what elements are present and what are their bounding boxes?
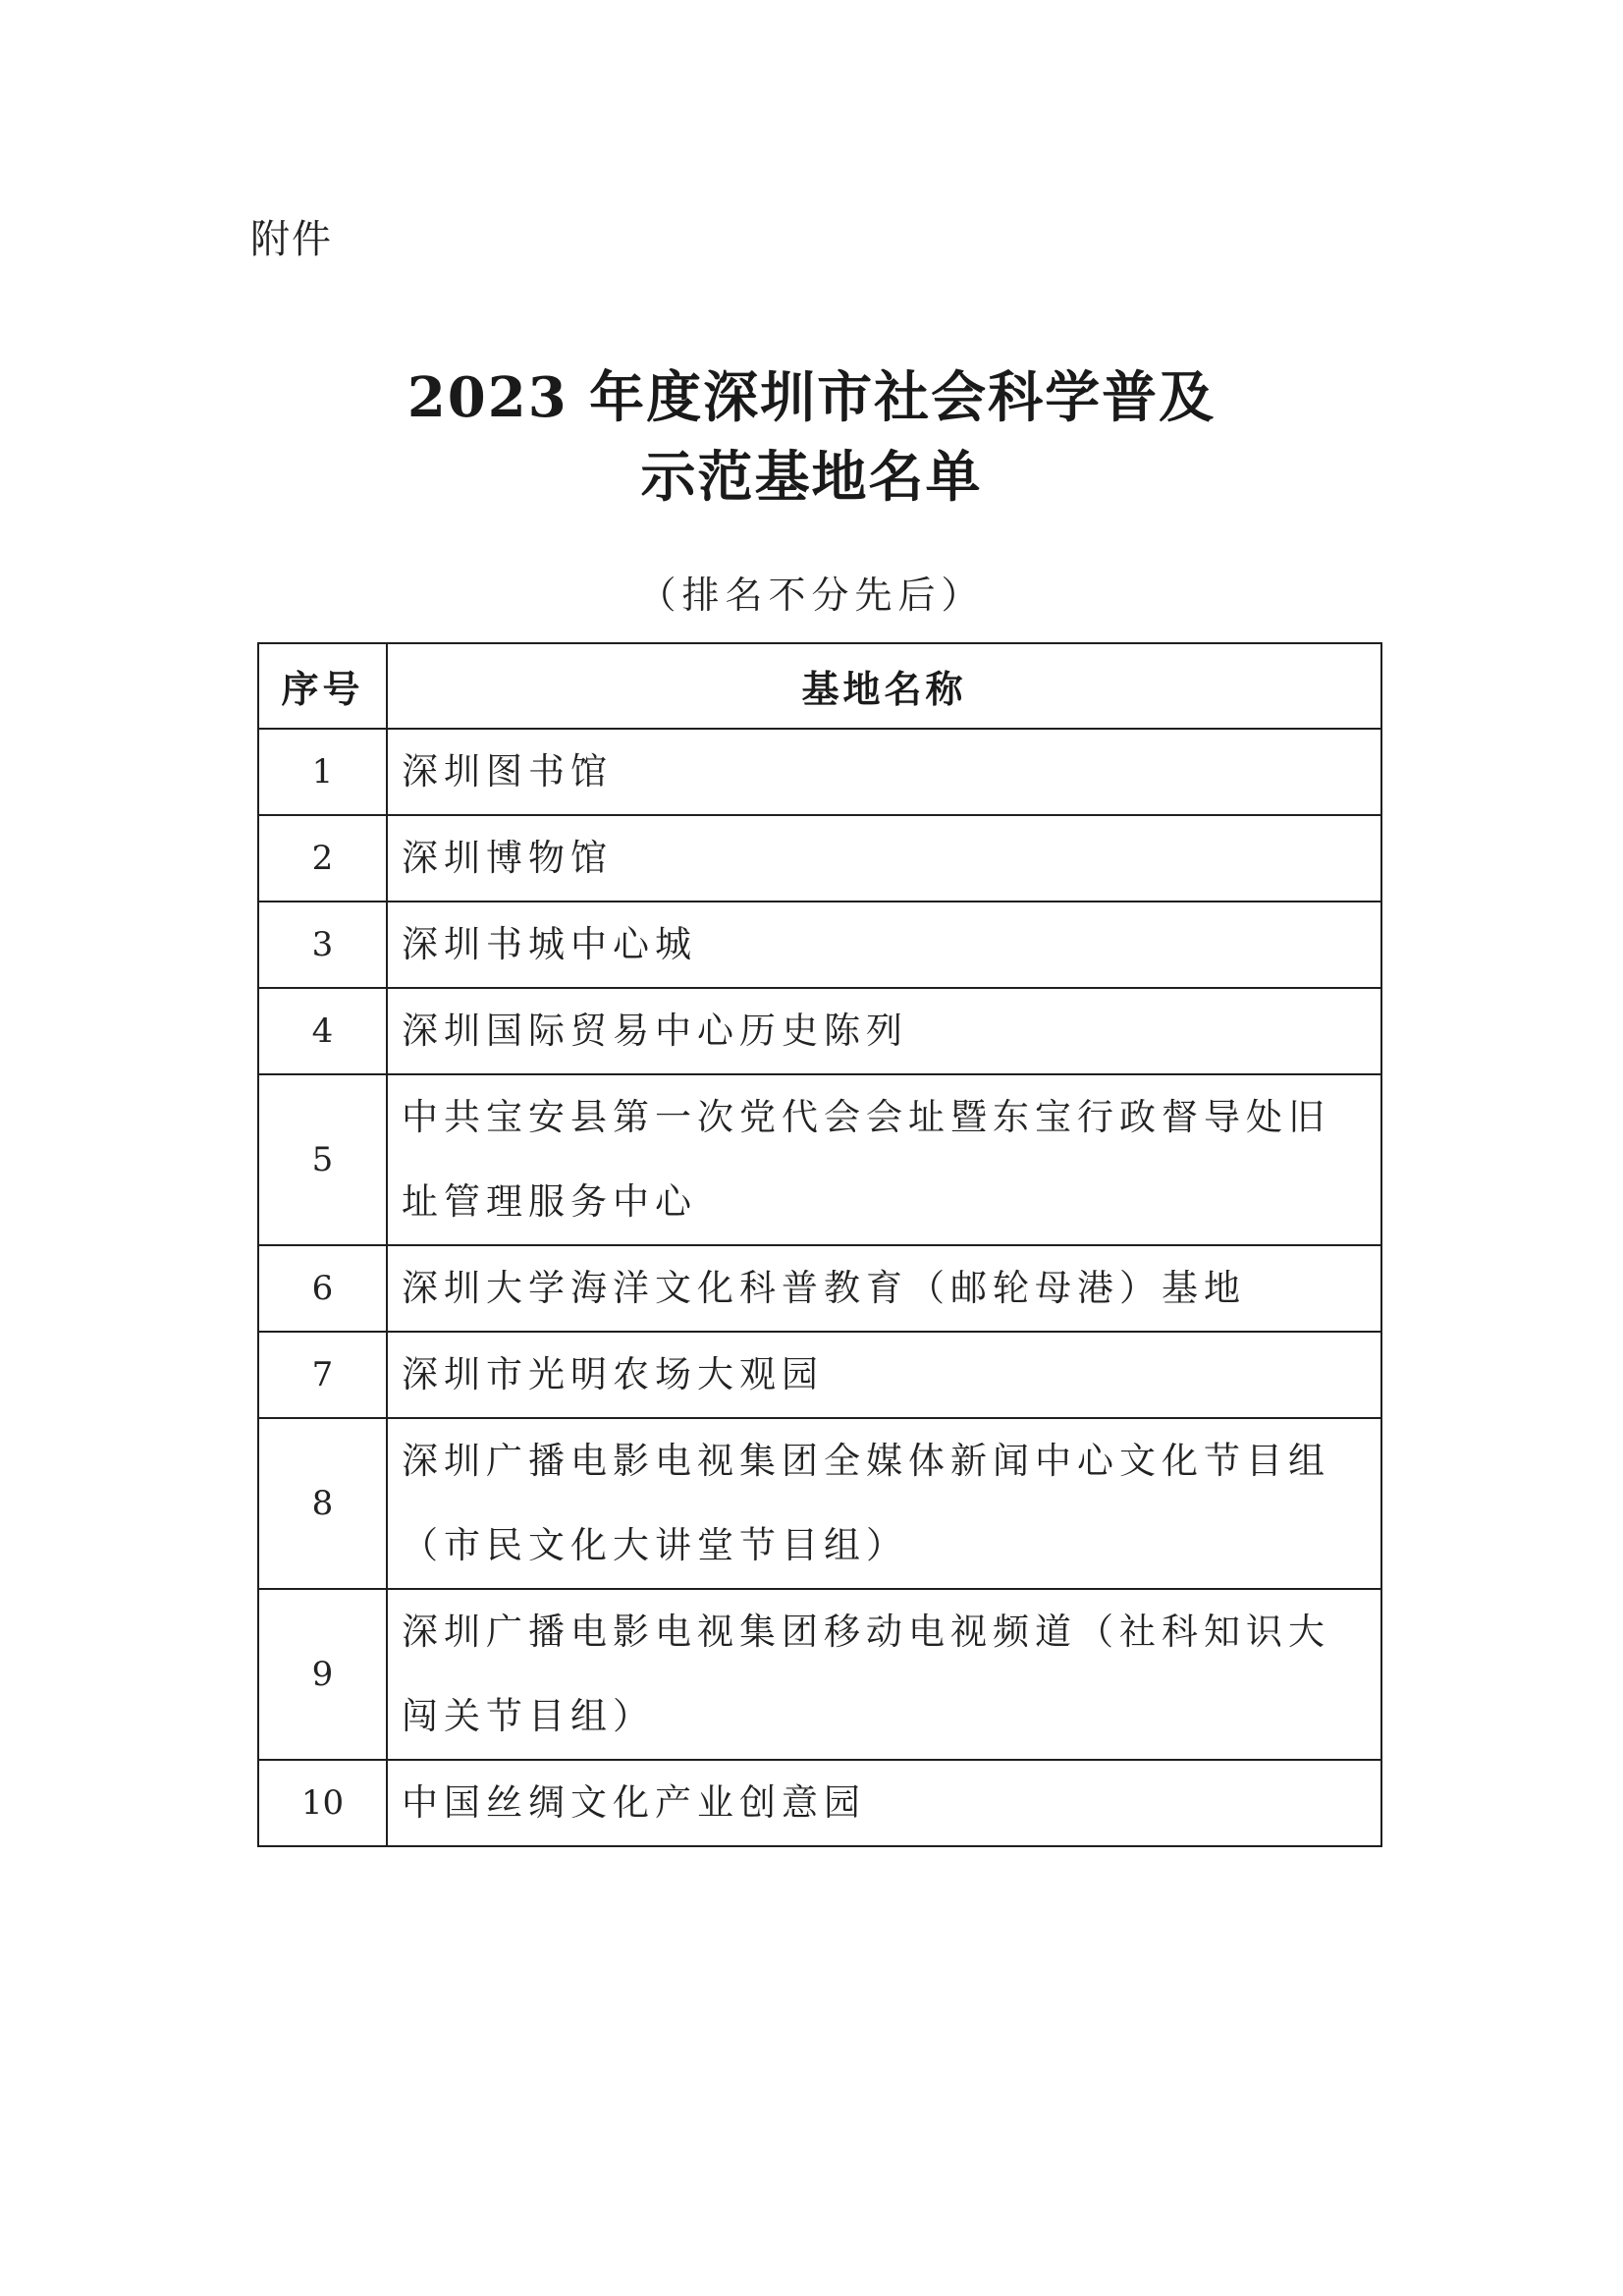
attachment-label: 附件 [250,217,333,262]
row-serial-number: 7 [258,1332,387,1418]
row-serial-number: 2 [258,815,387,902]
row-base-name: 深圳大学海洋文化科普教育（邮轮母港）基地 [387,1245,1381,1332]
row-serial-number: 1 [258,729,387,815]
document-title-line-1: 2023 年度深圳市社会科学普及 [406,365,1217,430]
row-base-name: 中共宝安县第一次党代会会址暨东宝行政督导处旧址管理服务中心 [387,1074,1381,1245]
table-row [258,1074,1381,1245]
row-base-name: 深圳市光明农场大观园 [387,1332,1381,1418]
table-row [258,1589,1381,1760]
table-row [258,1418,1381,1589]
base-list-table [257,642,1382,1847]
row-serial-number: 4 [258,988,387,1074]
row-base-name: 深圳国际贸易中心历史陈列 [387,988,1381,1074]
row-base-name: 深圳博物馆 [387,815,1381,902]
row-base-name: 深圳书城中心城 [387,902,1381,988]
header-base-name: 基地名称 [387,643,1381,729]
document-title-line-2: 示范基地名单 [640,445,983,510]
table-row [258,1245,1381,1332]
row-base-name: 中国丝绸文化产业创意园 [387,1760,1381,1846]
row-serial-number: 8 [258,1418,387,1589]
document-subtitle: （排名不分先后） [638,574,985,617]
row-serial-number: 3 [258,902,387,988]
row-base-name: 深圳图书馆 [387,729,1381,815]
table-row [258,988,1381,1074]
table-row [258,1760,1381,1846]
row-serial-number: 9 [258,1589,387,1760]
row-base-name: 深圳广播电影电视集团移动电视频道（社科知识大闯关节目组） [387,1589,1381,1760]
row-base-name: 深圳广播电影电视集团全媒体新闻中心文化节目组（市民文化大讲堂节目组） [387,1418,1381,1589]
row-serial-number: 10 [258,1760,387,1846]
table-header-row [258,643,1381,729]
table-row [258,902,1381,988]
table-row [258,815,1381,902]
table-row [258,1332,1381,1418]
row-serial-number: 6 [258,1245,387,1332]
header-serial-number: 序号 [258,643,387,729]
table-row [258,729,1381,815]
row-serial-number: 5 [258,1074,387,1245]
